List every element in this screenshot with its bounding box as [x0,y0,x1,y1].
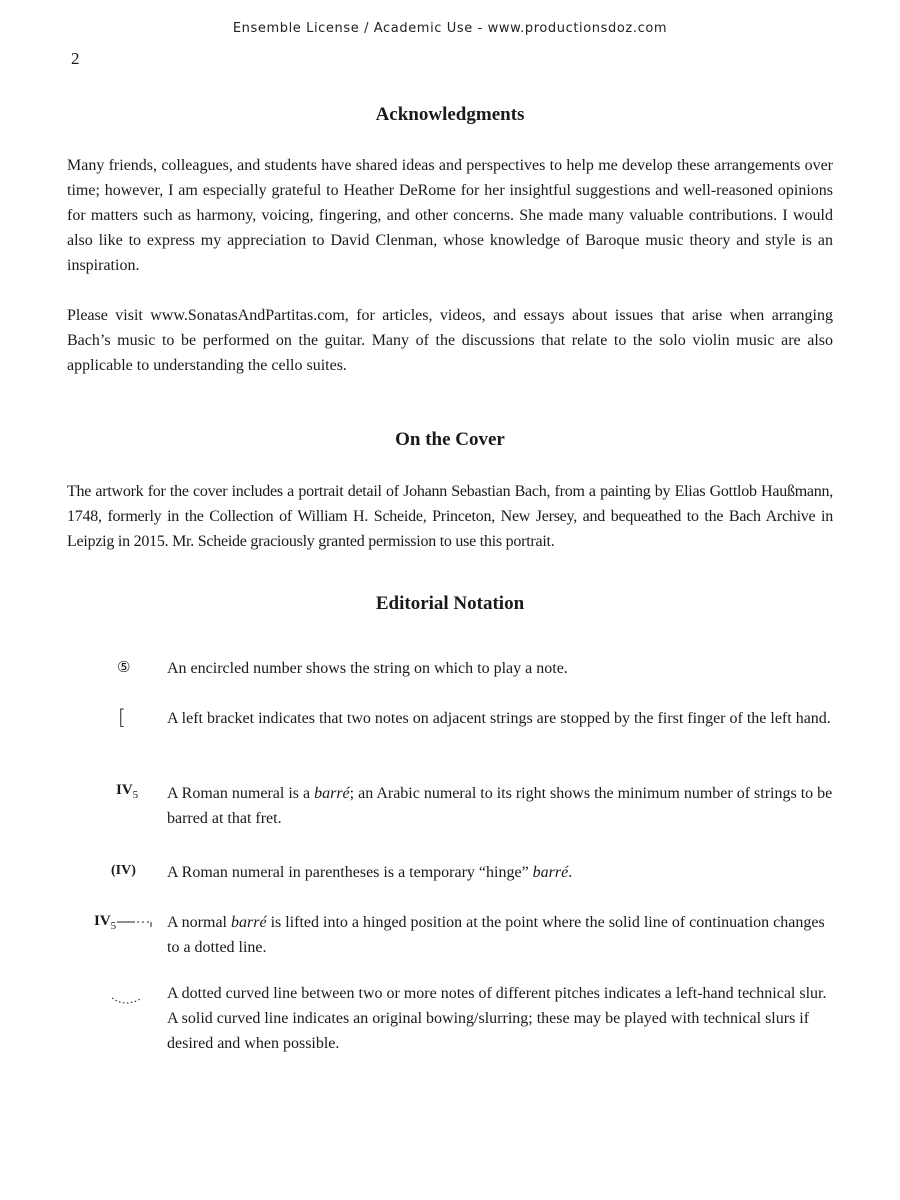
continuation-line-icon [116,916,156,930]
page-number: 2 [71,49,80,68]
acknowledgments-heading: Acknowledgments [375,104,525,125]
notation-text-left-bracket: A left bracket indicates that two notes on adjacent strings are stopped by the first finger of the left hand. [167,710,831,727]
notation-heading: Editorial Notation [375,593,525,614]
barre-symbol [116,782,138,799]
notation-text-slur: A dotted curved line between two or more notes of different pitches indicates a left-hand technical slur. A solid curved line indicates an original bowing/slurring; these may be played with technical slurs if desired and when possible. [167,985,827,1052]
barre-text-italic: barré [314,785,350,802]
lifted-text-italic: barré [231,914,267,931]
lifted-barre-roman-numeral: IV [94,913,111,929]
notation-text-hinge-barre [167,860,837,885]
barre-string-count: 5 [132,789,139,801]
lifted-text-a: A normal [167,914,231,931]
acknowledgments-paragraph-2: Please visit www.SonatasAndPartitas.com, for articles, videos, and essays about issues that arise when arranging Bach’s music to be performed on the guitar. Many of the discussions that relate to the solo violin music are also applicable to understanding the cello suites. [67,307,833,374]
hinge-text-italic: barré [532,864,569,881]
barre-roman-numeral: IV [116,782,133,798]
acknowledgments-paragraph-1: Many friends, colleagues, and students have shared ideas and perspectives to help me develop these arrangements over time; however, I am especially grateful to Heather DeRome for her insightful suggestions and well-reasoned opinions for matters such as harmony, voicing, fingering, and other concerns. She made many valuable contributions. I would also like to express my appreciation to David Clenman, whose knowledge of Baroque music theory and style is an inspiration. [67,157,833,274]
cover-paragraph: The artwork for the cover includes a portrait detail of Johann Sebastian Bach, from a painting by Elias Gottlob Haußmann, 1748, formerly in the Collection of William H. Scheide, Princeton, New Jersey, and bequeathed to the Bach Archive in Leipzig in 2015. Mr. Scheide graciously granted permission to use this portrait. [67,483,833,550]
barre-text-a: A Roman numeral is a [167,785,315,802]
barre-text-b: ; an Arabic numeral to its right shows the minimum number of strings to be barred at that fret. [167,785,833,827]
lifted-barre-string-count: 5 [110,920,117,932]
string-number-symbol: ⑤ [117,658,131,676]
hinge-barre-symbol: (IV) [111,863,136,878]
hinge-text-b: . [568,864,573,881]
left-bracket-symbol: [ [118,705,126,729]
lifted-text-b: is lifted into a hinged position at the point where the solid line of continuation changes to a dotted line. [167,914,825,956]
notation-text-string-number: An encircled number shows the string on which to play a note. [167,660,568,677]
cover-heading: On the Cover [395,429,505,450]
notation-text-lifted-barre [167,910,837,960]
license-header: Ensemble License / Academic Use - www.productionsdoz.com [232,21,668,36]
notation-text-barre [167,781,837,831]
dotted-slur-icon [110,994,146,1008]
lifted-barre-symbol [94,913,116,930]
hinge-text-a: A Roman numeral in parentheses is a temporary “hinge” [167,864,533,881]
